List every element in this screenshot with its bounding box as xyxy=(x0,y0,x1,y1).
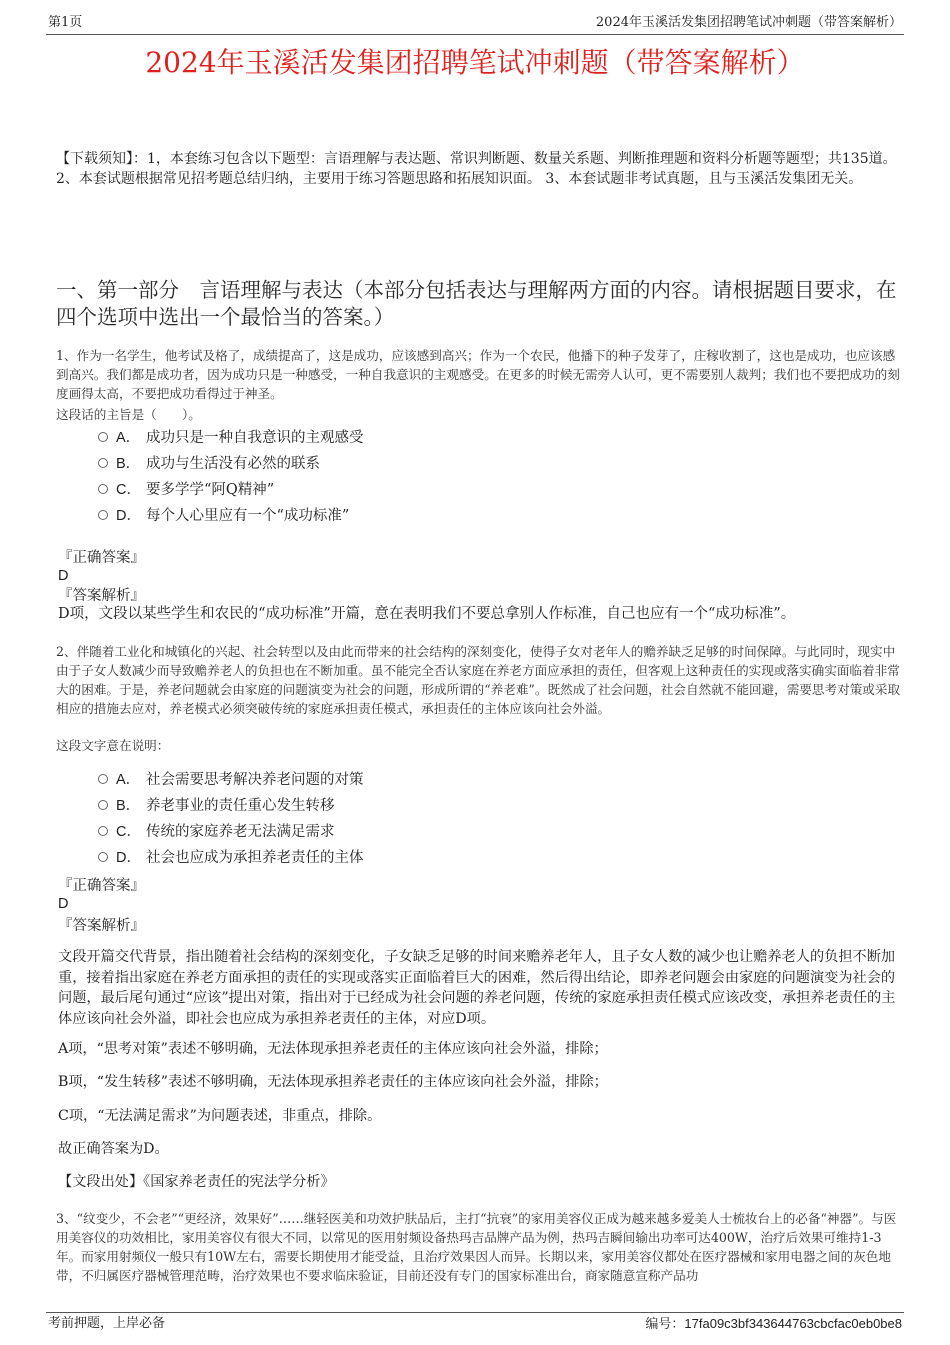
q2-option-d[interactable]: D． 社会也应成为承担养老责任的主体 xyxy=(98,848,364,868)
header-doc-title: 2024年玉溪活发集团招聘笔试冲刺题（带答案解析） xyxy=(595,15,902,30)
q2-explanation-c: C项，“无法满足需求”为问题表述，非重点，排除。 xyxy=(58,1108,382,1124)
question-1-text: 1、作为一名学生，他考试及格了，成绩提高了，这是成功，应该感到高兴；作为一个农民，他播下的种子发芽了，庄稼收割了，这也是成功，也应该感到高兴。我们都是成功者，因为成功只是一种感受，一种自我意识的主观感受。在更多的时候无需旁人认可，更不需要别人裁判；我们也不要把成功的刻度画得太高，不要把成功看得过于神圣。 xyxy=(56,348,900,401)
question-2-stem: 这段文字意在说明： xyxy=(56,738,170,753)
q2-explanation-main: 文段开篇交代背景，指出随着社会结构的深刻变化，子女缺乏足够的时间来赡养老年人，且子女人数的减少也让赡养老人的负担不断加重，接着指出家庭在养老方面承担的责任的实现或落实正面临着巨大的困难，然后得出结论，即养老问题会由家庭的问题演变为社会的问题，最后尾句通过“应该”提出对策，指出对于已经成为社会问题的养老问题，传统的家庭承担责任模式应该改变，承担养老责任的主体应该向社会外溢，即社会也应成为承担养老责任的主体，对应D项。 xyxy=(58,949,896,1027)
radio-icon[interactable] xyxy=(98,510,108,520)
radio-icon[interactable] xyxy=(98,852,108,862)
radio-icon[interactable] xyxy=(98,826,108,836)
q2-answer-label: 『正确答案』 xyxy=(58,878,145,894)
page-header xyxy=(46,12,904,35)
radio-icon[interactable] xyxy=(98,432,108,442)
q2-explanation-a: A项，“思考对策”表述不够明确，无法体现承担养老责任的主体应该向社会外溢，排除； xyxy=(58,1041,608,1057)
q2-option-a[interactable]: A． 社会需要思考解决养老问题的对策 xyxy=(98,770,364,790)
q1-option-d[interactable]: D． 每个人心里应有一个“成功标准” xyxy=(98,506,349,526)
q2-explanation-b: B项，“发生转移”表述不够明确，无法体现承担养老责任的主体应该向社会外溢，排除； xyxy=(58,1074,608,1090)
q2-option-c[interactable]: C． 传统的家庭养老无法满足需求 xyxy=(98,822,335,842)
page-number: 第1页 xyxy=(48,15,83,30)
q1-option-a[interactable]: A． 成功只是一种自我意识的主观感受 xyxy=(98,428,364,448)
radio-icon[interactable] xyxy=(98,484,108,494)
download-notice: 【下载须知】：1，本套练习包含以下题型：言语理解与表达题、常识判断题、数量关系题、判断推理题和资料分析题等题型；共135道。 2、本套试题根据常见招考题总结归纳，主要用于练习答题思路和拓展知识面。 3、本套试题非考试真题，且与玉溪活发集团无关。 xyxy=(56,151,897,187)
q1-answer-label: 『正确答案』 xyxy=(58,550,145,566)
q1-option-b[interactable]: B． 成功与生活没有必然的联系 xyxy=(98,454,320,474)
document-title: 2024年玉溪活发集团招聘笔试冲刺题（带答案解析） xyxy=(145,46,805,79)
page-footer xyxy=(46,1312,904,1335)
question-2-text: 2、伴随着工业化和城镇化的兴起、社会转型以及由此而带来的社会结构的深刻变化，使得子女对老年人的赡养缺乏足够的时间保障。与此同时，现实中由于子女人数减少而导致赡养老人的负担也在不断加重。虽不能完全否认家庭在养老方面应承担的责任，但客观上这种责任的实现或落实确实面临着非常大的困难。于是，养老问题就会由家庭的问题演变为社会的问题，形成所谓的“养老难”。既然成了社会问题，社会自然就不能回避，需要思考对策或采取相应的措施去应对，养老模式必须突破传统的家庭承担责任模式，承担责任的主体应该向社会外溢。 xyxy=(56,644,901,716)
q2-explain-label: 『答案解析』 xyxy=(58,918,145,934)
question-1-stem: 这段话的主旨是（ ）。 xyxy=(56,407,201,422)
radio-icon[interactable] xyxy=(98,800,108,810)
q2-option-b[interactable]: B． 养老事业的责任重心发生转移 xyxy=(98,796,335,816)
q1-explanation: D项，文段以某些学生和农民的“成功标准”开篇，意在表明我们不要总拿别人作标准，自己也应有一个“成功标准”。 xyxy=(58,606,796,622)
q2-conclusion: 故正确答案为D。 xyxy=(58,1141,169,1157)
q2-source: 【文段出处】《国家养老责任的宪法学分析》 xyxy=(58,1174,335,1190)
radio-icon[interactable] xyxy=(98,774,108,784)
q1-answer: D xyxy=(58,568,69,584)
radio-icon[interactable] xyxy=(98,458,108,468)
q1-option-c[interactable]: C． 要多学学“阿Q精神” xyxy=(98,480,274,500)
question-3-text: 3、“纹变少，不会老”“更经济，效果好”……继轻医美和功效护肤品后，主打“抗衰”的家用美容仪正成为越来越多爱美人士梳妆台上的必备“神器”。与医用美容仪的功效相比，家用美容仪有很大不同，以常见的医用射频设备热玛吉品牌产品为例，热玛吉瞬间输出功率可达400W，治疗后效果可维持1-3年。而家用射频仪一般只有10W左右，需要长期使用才能受益，且治疗效果因人而异。长期以来，家用美容仪都处在医疗器械和家用电器之间的灰色地带，不归属医疗器械管理范畴，治疗效果也不要求临床验证，目前还没有专门的国家标准出台，商家随意宣称产品功 xyxy=(56,1211,897,1283)
footer-slogan: 考前押题，上岸必备 xyxy=(48,1316,166,1331)
footer-code: 编号：17fa09c3bf343644763cbcfac0eb0be8 xyxy=(645,1316,902,1332)
section-heading: 一、第一部分 言语理解与表达（本部分包括表达与理解两方面的内容。请根据题目要求，在四个选项中选出一个最恰当的答案。） xyxy=(56,278,897,329)
q1-explain-label: 『答案解析』 xyxy=(58,588,145,604)
q2-answer: D xyxy=(58,896,69,912)
